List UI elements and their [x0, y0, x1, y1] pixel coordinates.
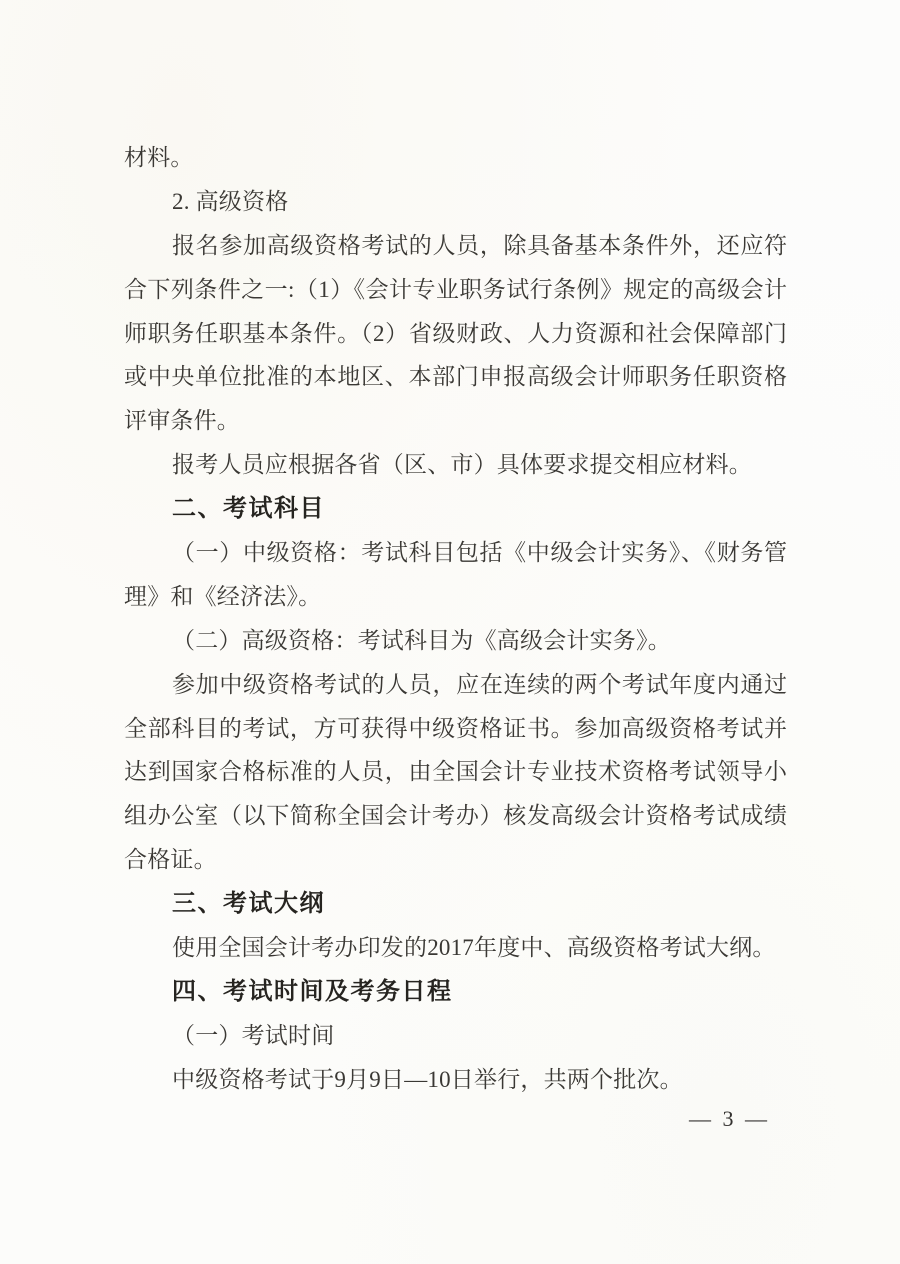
text-line: 材料。 — [124, 145, 194, 170]
text-line: 评审条件。 — [124, 408, 240, 434]
text-line: 报考人员应根据各省（区、市）具体要求提交相应材料。 — [172, 452, 752, 478]
section-heading: 二、考试科目 — [172, 495, 325, 523]
text-line: 2. 高级资格 — [172, 188, 289, 214]
text-line: （一）考试时间 — [172, 1022, 335, 1048]
text-line: 师职务任职基本条件。（2）省级财政、人力资源和社会保障部门 — [124, 320, 787, 346]
text-line: 中级资格考试于9月9日—10日举行，共两个批次。 — [172, 1066, 683, 1092]
text-line: 全部科目的考试，方可获得中级资格证书。参加高级资格考试并 — [124, 715, 787, 741]
text-line: 达到国家合格标准的人员，由全国会计专业技术资格考试领导小 — [124, 759, 787, 785]
text-line: 组办公室（以下简称全国会计考办）核发高级会计资格考试成绩 — [124, 803, 787, 829]
text-line: 或中央单位批准的本地区、本部门申报高级会计师职务任职资格 — [124, 364, 787, 390]
text-line: 参加中级资格考试的人员，应在连续的两个考试年度内通过 — [172, 671, 787, 697]
text-line: 使用全国会计考办印发的2017年度中、高级资格考试大纲。 — [172, 935, 776, 961]
text-line: 理》和《经济法》。 — [124, 583, 322, 609]
text-block — [124, 136, 787, 1102]
page-number: — 3 — — [689, 1106, 770, 1131]
text-line: （二）高级资格：考试科目为《高级会计实务》。 — [172, 627, 671, 653]
section-heading: 三、考试大纲 — [172, 890, 325, 918]
text-line: 合下列条件之一:（1）《会计专业职务试行条例》规定的高级会计 — [124, 276, 787, 302]
text-line: 报名参加高级资格考试的人员，除具备基本条件外，还应符 — [172, 232, 787, 258]
text-line: （一）中级资格：考试科目包括《中级会计实务》、《财务管 — [172, 540, 787, 566]
section-heading: 四、考试时间及考务日程 — [172, 977, 453, 1005]
text-line: 合格证。 — [124, 847, 217, 873]
